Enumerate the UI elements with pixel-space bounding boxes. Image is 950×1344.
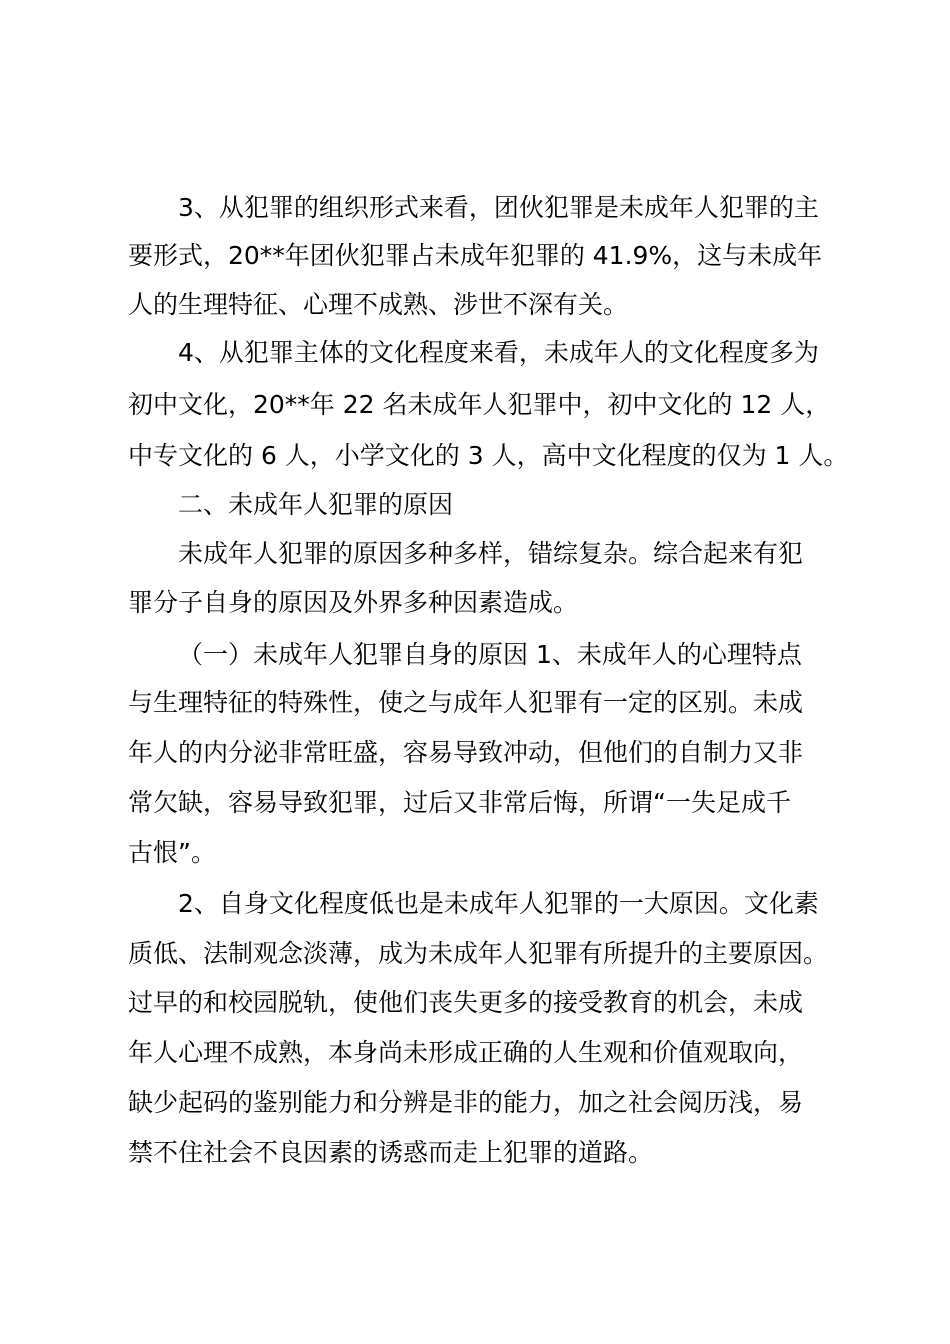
text-line: 缺少起码的鉴别能力和分辨是非的能力，加之社会阅历浅，易 [128,1088,804,1117]
text-line: 年人心理不成熟，本身尚未形成正确的人生观和价值观取向， [128,1038,804,1067]
text-line: 禁不住社会不良因素的诱惑而走上犯罪的道路。 [128,1138,654,1167]
text-line: 与生理特征的特殊性，使之与成年人犯罪有一定的区别。未成 [128,688,804,717]
text-line: 古恨”。 [128,838,216,867]
text-line: 过早的和校园脱轨，使他们丧失更多的接受教育的机会，未成 [128,988,804,1017]
text-line: 未成年人犯罪的原因多种多样，错综复杂。综合起来有犯 [178,539,804,568]
text-line: 罪分子自身的原因及外界多种因素造成。 [128,588,579,617]
text-line: 要形式，20**年团伙犯罪占未成年犯罪的 41.9%，这与未成年 [128,241,823,270]
text-line: 年人的内分泌非常旺盛，容易导致冲动，但他们的自制力又非 [128,738,804,767]
text-line: 初中文化，20**年 22 名未成年人犯罪中，初中文化的 12 人， [128,390,831,419]
text-line: （一）未成年人犯罪自身的原因 1、未成年人的心理特点 [178,640,802,669]
text-line: 4、从犯罪主体的文化程度来看，未成年人的文化程度多为 [178,338,819,367]
text-line: 3、从犯罪的组织形式来看，团伙犯罪是未成年人犯罪的主 [178,193,819,222]
text-line: 中专文化的 6 人，小学文化的 3 人，高中文化程度的仅为 1 人。 [128,441,849,470]
text-line: 2、自身文化程度低也是未成年人犯罪的一大原因。文化素 [178,889,819,918]
section-heading: 二、未成年人犯罪的原因 [178,490,454,519]
text-line: 常欠缺，容易导致犯罪，过后又非常后悔，所谓“一失足成千 [128,788,791,817]
text-line: 质低、法制观念淡薄，成为未成年人犯罪有所提升的主要原因。 [128,939,829,968]
text-line: 人的生理特征、心理不成熟、涉世不深有关。 [128,290,629,319]
